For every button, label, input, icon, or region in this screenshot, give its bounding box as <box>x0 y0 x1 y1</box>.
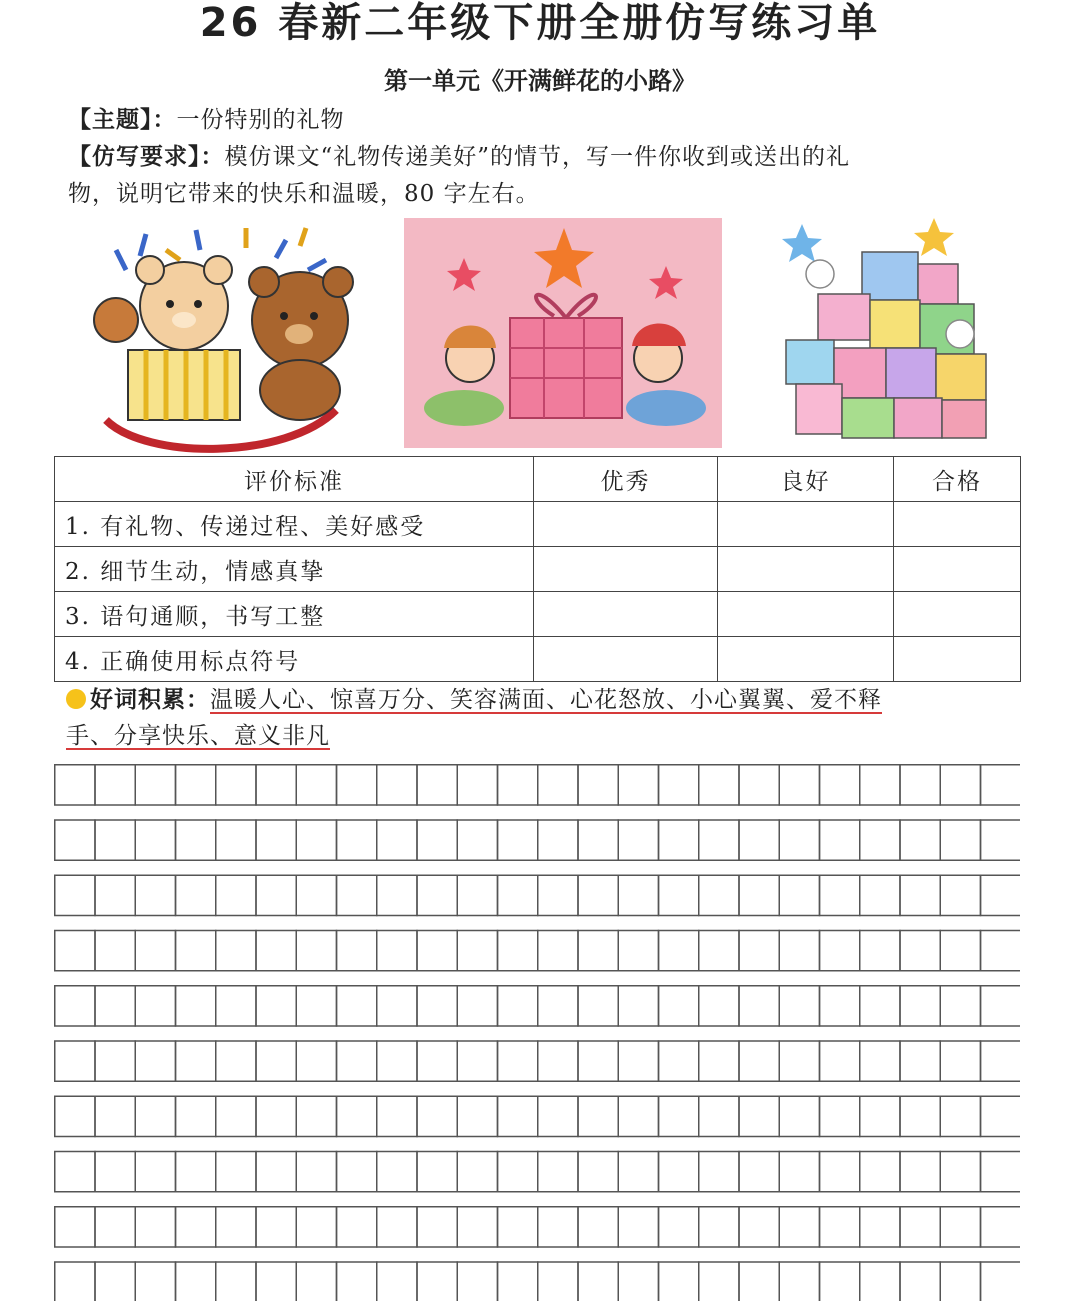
grid-cell[interactable] <box>779 820 819 860</box>
grid-cell[interactable] <box>659 1207 699 1247</box>
grid-cell[interactable] <box>618 765 658 805</box>
grid-cell[interactable] <box>256 875 296 915</box>
grid-cell[interactable] <box>900 1096 940 1136</box>
grid-cell[interactable] <box>699 1041 739 1081</box>
grid-cell[interactable] <box>498 1152 538 1192</box>
grid-cell[interactable] <box>176 1262 216 1301</box>
grid-cell[interactable] <box>216 1207 256 1247</box>
grid-cell[interactable] <box>699 1096 739 1136</box>
grid-cell[interactable] <box>216 931 256 971</box>
header-good: 良好 <box>718 457 894 502</box>
grid-cell[interactable] <box>820 765 860 805</box>
grid-cell[interactable] <box>135 820 175 860</box>
grid-cell[interactable] <box>55 1041 95 1081</box>
grid-cell[interactable] <box>618 1096 658 1136</box>
grid-cell[interactable] <box>417 1041 457 1081</box>
grid-cell[interactable] <box>296 1207 336 1247</box>
grid-cell[interactable] <box>538 1041 578 1081</box>
grid-cell[interactable] <box>337 931 377 971</box>
grid-cell[interactable] <box>860 765 900 805</box>
grid-cell[interactable] <box>417 1207 457 1247</box>
grid-cell[interactable] <box>95 820 135 860</box>
grid-cell[interactable] <box>699 820 739 860</box>
excellent-cell[interactable] <box>534 592 718 637</box>
grid-cell[interactable] <box>216 820 256 860</box>
grid-cell[interactable] <box>659 986 699 1026</box>
pass-cell[interactable] <box>894 592 1021 637</box>
grid-cell[interactable] <box>659 820 699 860</box>
grid-cell[interactable] <box>940 765 980 805</box>
pass-cell[interactable] <box>894 637 1021 682</box>
grid-cell[interactable] <box>659 875 699 915</box>
requirement-label: 【仿写要求】： <box>68 143 225 170</box>
grid-cell[interactable] <box>135 931 175 971</box>
grid-cell[interactable] <box>337 875 377 915</box>
grid-cell[interactable] <box>900 820 940 860</box>
gifts-pile-illustration <box>772 214 1002 448</box>
grid-cell[interactable] <box>618 820 658 860</box>
grid-cell[interactable] <box>296 986 336 1026</box>
evaluation-table <box>54 456 1021 682</box>
grid-cell[interactable] <box>981 765 1021 805</box>
grid-cell[interactable] <box>900 931 940 971</box>
grid-cell[interactable] <box>538 986 578 1026</box>
grid-cell[interactable] <box>659 1152 699 1192</box>
grid-cell[interactable] <box>981 986 1021 1026</box>
grid-cell[interactable] <box>981 820 1021 860</box>
grid-cell[interactable] <box>135 986 175 1026</box>
grid-cell[interactable] <box>739 986 779 1026</box>
grid-cell[interactable] <box>538 931 578 971</box>
grid-cell[interactable] <box>256 986 296 1026</box>
grid-cell[interactable] <box>337 1262 377 1301</box>
grid-cell[interactable] <box>216 986 256 1026</box>
grid-cell[interactable] <box>256 1207 296 1247</box>
grid-cell[interactable] <box>55 765 95 805</box>
grid-cell[interactable] <box>417 986 457 1026</box>
grid-cell[interactable] <box>55 931 95 971</box>
illustration-row <box>0 214 1080 454</box>
grid-cell[interactable] <box>739 820 779 860</box>
grid-cell[interactable] <box>659 765 699 805</box>
grid-cell[interactable] <box>296 875 336 915</box>
grid-cell[interactable] <box>457 931 497 971</box>
grid-cell[interactable] <box>498 931 538 971</box>
grid-cell[interactable] <box>256 1096 296 1136</box>
grid-cell[interactable] <box>699 931 739 971</box>
grid-cell[interactable] <box>699 1207 739 1247</box>
grid-cell[interactable] <box>337 1096 377 1136</box>
requirement-line-2 <box>68 176 540 212</box>
grid-cell[interactable] <box>337 1152 377 1192</box>
grid-cell[interactable] <box>176 820 216 860</box>
grid-cell[interactable] <box>618 986 658 1026</box>
grid-cell[interactable] <box>860 986 900 1026</box>
grid-cell[interactable] <box>940 875 980 915</box>
grid-cell[interactable] <box>820 986 860 1026</box>
grid-cell[interactable] <box>578 1262 618 1301</box>
grid-cell[interactable] <box>337 820 377 860</box>
grid-cell[interactable] <box>618 875 658 915</box>
grid-cell[interactable] <box>417 1152 457 1192</box>
grid-cell[interactable] <box>739 875 779 915</box>
grid-cell[interactable] <box>860 1262 900 1301</box>
grid-cell[interactable] <box>578 986 618 1026</box>
grid-cell[interactable] <box>417 820 457 860</box>
grid-cell[interactable] <box>377 1262 417 1301</box>
grid-cell[interactable] <box>95 986 135 1026</box>
grid-cell[interactable] <box>337 765 377 805</box>
evaluation-row <box>55 637 1021 682</box>
evaluation-row <box>55 547 1021 592</box>
grid-cell[interactable] <box>578 1096 618 1136</box>
grid-cell[interactable] <box>860 820 900 860</box>
grid-cell[interactable] <box>256 1152 296 1192</box>
grid-cell[interactable] <box>618 931 658 971</box>
grid-cell[interactable] <box>498 1096 538 1136</box>
requirement-text-1: 模仿课文“礼物传递美好”的情节，写一件你收到或送出的礼 <box>224 144 851 170</box>
grid-cell[interactable] <box>417 1262 457 1301</box>
grid-cell[interactable] <box>216 1152 256 1192</box>
grid-cell[interactable] <box>739 1152 779 1192</box>
grid-cell[interactable] <box>498 1207 538 1247</box>
grid-cell[interactable] <box>135 1041 175 1081</box>
good-cell[interactable] <box>718 637 894 682</box>
grid-cell[interactable] <box>779 1041 819 1081</box>
grid-cell[interactable] <box>900 1152 940 1192</box>
grid-cell[interactable] <box>417 765 457 805</box>
grid-cell[interactable] <box>940 1152 980 1192</box>
grid-cell[interactable] <box>779 1152 819 1192</box>
grid-cell[interactable] <box>95 1262 135 1301</box>
grid-cell[interactable] <box>256 765 296 805</box>
grid-cell[interactable] <box>176 765 216 805</box>
grid-cell[interactable] <box>457 986 497 1026</box>
theme-line <box>68 102 345 138</box>
grid-cell[interactable] <box>176 1096 216 1136</box>
header-pass: 合格 <box>894 457 1021 502</box>
grid-cell[interactable] <box>820 1152 860 1192</box>
grid-cell[interactable] <box>256 1262 296 1301</box>
grid-cell[interactable] <box>820 1207 860 1247</box>
grid-cell[interactable] <box>296 1096 336 1136</box>
grid-cell[interactable] <box>55 820 95 860</box>
grid-cell[interactable] <box>981 1262 1021 1301</box>
writing-grid[interactable] <box>54 764 1020 1301</box>
grid-cell[interactable] <box>296 1262 336 1301</box>
grid-cell[interactable] <box>457 1262 497 1301</box>
evaluation-row <box>55 592 1021 637</box>
grid-cell[interactable] <box>981 1096 1021 1136</box>
grid-cell[interactable] <box>981 1152 1021 1192</box>
header-criteria: 评价标准 <box>55 457 534 502</box>
grid-cell[interactable] <box>337 986 377 1026</box>
grid-cell[interactable] <box>578 820 618 860</box>
grid-cell[interactable] <box>95 1207 135 1247</box>
grid-cell[interactable] <box>699 986 739 1026</box>
grid-cell[interactable] <box>779 1207 819 1247</box>
grid-cell[interactable] <box>860 875 900 915</box>
grid-cell[interactable] <box>498 986 538 1026</box>
grid-cell[interactable] <box>498 765 538 805</box>
pass-cell[interactable] <box>894 547 1021 592</box>
grid-cell[interactable] <box>95 931 135 971</box>
criteria-cell: 3. 语句通顺，书写工整 <box>55 592 534 637</box>
grid-cell[interactable] <box>538 1096 578 1136</box>
grid-cell[interactable] <box>578 1207 618 1247</box>
grid-cell[interactable] <box>55 1207 95 1247</box>
grid-cell[interactable] <box>820 875 860 915</box>
grid-cell[interactable] <box>176 1041 216 1081</box>
grid-cell[interactable] <box>578 765 618 805</box>
grid-cell[interactable] <box>256 931 296 971</box>
grid-cell[interactable] <box>820 1041 860 1081</box>
good-cell[interactable] <box>718 502 894 547</box>
grid-cell[interactable] <box>739 1262 779 1301</box>
grid-cell[interactable] <box>55 986 95 1026</box>
grid-cell[interactable] <box>820 820 860 860</box>
good-words-text-2: 手、分享快乐、意义非凡 <box>66 723 330 749</box>
grid-cell[interactable] <box>417 931 457 971</box>
grid-cell[interactable] <box>739 1041 779 1081</box>
grid-cell[interactable] <box>296 931 336 971</box>
grid-cell[interactable] <box>578 1152 618 1192</box>
grid-cell[interactable] <box>377 1207 417 1247</box>
grid-cell[interactable] <box>216 1096 256 1136</box>
grid-cell[interactable] <box>618 1207 658 1247</box>
grid-cell[interactable] <box>940 1041 980 1081</box>
grid-cell[interactable] <box>860 931 900 971</box>
grid-cell[interactable] <box>216 765 256 805</box>
grid-cell[interactable] <box>659 931 699 971</box>
grid-cell[interactable] <box>377 820 417 860</box>
grid-cell[interactable] <box>779 986 819 1026</box>
grid-cell[interactable] <box>739 765 779 805</box>
grid-cell[interactable] <box>538 820 578 860</box>
grid-cell[interactable] <box>940 820 980 860</box>
evaluation-header-row <box>55 457 1021 502</box>
good-words-section <box>66 682 1026 754</box>
criteria-cell: 2. 细节生动，情感真挚 <box>55 547 534 592</box>
grid-cell[interactable] <box>377 986 417 1026</box>
grid-cell[interactable] <box>95 765 135 805</box>
unit-subtitle: 第一单元《开满鲜花的小路》 <box>384 66 696 95</box>
grid-cell[interactable] <box>981 1207 1021 1247</box>
grid-cell[interactable] <box>256 1041 296 1081</box>
grid-cell[interactable] <box>498 1262 538 1301</box>
grid-cell[interactable] <box>377 1041 417 1081</box>
grid-cell[interactable] <box>900 1262 940 1301</box>
bears-gift-illustration <box>86 220 366 454</box>
grid-cell[interactable] <box>55 1096 95 1136</box>
grid-cell[interactable] <box>779 765 819 805</box>
grid-cell[interactable] <box>377 1096 417 1136</box>
grid-cell[interactable] <box>739 1096 779 1136</box>
grid-cell[interactable] <box>900 765 940 805</box>
grid-cell[interactable] <box>820 931 860 971</box>
good-cell[interactable] <box>718 547 894 592</box>
requirement-line-1 <box>68 139 850 175</box>
grid-cell[interactable] <box>296 820 336 860</box>
grid-cell[interactable] <box>176 986 216 1026</box>
good-words-line-2 <box>66 718 1026 754</box>
grid-cell[interactable] <box>95 875 135 915</box>
grid-cell[interactable] <box>135 1207 175 1247</box>
excellent-cell[interactable] <box>534 637 718 682</box>
grid-cell[interactable] <box>498 875 538 915</box>
grid-cell[interactable] <box>538 875 578 915</box>
grid-cell[interactable] <box>699 875 739 915</box>
grid-cell[interactable] <box>618 1262 658 1301</box>
grid-cell[interactable] <box>659 1096 699 1136</box>
grid-cell[interactable] <box>538 1262 578 1301</box>
grid-cell[interactable] <box>176 931 216 971</box>
grid-cell[interactable] <box>940 931 980 971</box>
grid-cell[interactable] <box>779 931 819 971</box>
page-title: 26 春新二年级下册全册仿写练习单 <box>199 0 881 46</box>
grid-cell[interactable] <box>135 1262 175 1301</box>
grid-cell[interactable] <box>860 1152 900 1192</box>
excellent-cell[interactable] <box>534 502 718 547</box>
grid-cell[interactable] <box>860 1096 900 1136</box>
grid-cell[interactable] <box>135 1152 175 1192</box>
grid-cell[interactable] <box>618 1152 658 1192</box>
grid-cell[interactable] <box>216 875 256 915</box>
good-cell[interactable] <box>718 592 894 637</box>
grid-cell[interactable] <box>135 765 175 805</box>
grid-cell[interactable] <box>296 765 336 805</box>
grid-cell[interactable] <box>256 820 296 860</box>
criteria-cell: 1. 有礼物、传递过程、美好感受 <box>55 502 534 547</box>
grid-cell[interactable] <box>578 1041 618 1081</box>
grid-cell[interactable] <box>900 875 940 915</box>
grid-cell[interactable] <box>940 1096 980 1136</box>
children-gift-illustration <box>404 218 722 448</box>
grid-cell[interactable] <box>578 875 618 915</box>
grid-cell[interactable] <box>457 820 497 860</box>
grid-cell[interactable] <box>417 1096 457 1136</box>
grid-cell[interactable] <box>135 875 175 915</box>
grid-cell[interactable] <box>699 765 739 805</box>
grid-cell[interactable] <box>659 1262 699 1301</box>
grid-cell[interactable] <box>95 1096 135 1136</box>
grid-cell[interactable] <box>900 986 940 1026</box>
grid-cell[interactable] <box>699 1262 739 1301</box>
grid-cell[interactable] <box>498 1041 538 1081</box>
grid-cell[interactable] <box>820 1096 860 1136</box>
grid-cell[interactable] <box>296 1041 336 1081</box>
grid-cell[interactable] <box>296 1152 336 1192</box>
grid-cell[interactable] <box>377 931 417 971</box>
grid-cell[interactable] <box>498 820 538 860</box>
grid-cell[interactable] <box>739 1207 779 1247</box>
good-words-line-1 <box>66 682 1026 718</box>
grid-cell[interactable] <box>900 1207 940 1247</box>
grid-cell[interactable] <box>739 931 779 971</box>
grid-cell[interactable] <box>457 1207 497 1247</box>
grid-cell[interactable] <box>779 875 819 915</box>
grid-cell[interactable] <box>940 1207 980 1247</box>
grid-cell[interactable] <box>900 1041 940 1081</box>
header-excellent: 优秀 <box>534 457 718 502</box>
bullet-dot-icon <box>66 689 86 709</box>
grid-cell[interactable] <box>860 1207 900 1247</box>
grid-cell[interactable] <box>981 875 1021 915</box>
grid-cell[interactable] <box>55 1262 95 1301</box>
grid-cell[interactable] <box>457 1096 497 1136</box>
grid-cell[interactable] <box>940 1262 980 1301</box>
grid-cell[interactable] <box>55 1152 95 1192</box>
grid-cell[interactable] <box>337 1207 377 1247</box>
grid-cell[interactable] <box>377 875 417 915</box>
grid-cell[interactable] <box>860 1041 900 1081</box>
grid-cell[interactable] <box>176 875 216 915</box>
grid-cell[interactable] <box>538 1207 578 1247</box>
criteria-cell: 4. 正确使用标点符号 <box>55 637 534 682</box>
requirement-text-2: 物，说明它带来的快乐和温暖，80 字左右。 <box>68 181 540 207</box>
grid-cell[interactable] <box>779 1096 819 1136</box>
grid-cell[interactable] <box>699 1152 739 1192</box>
grid-cell[interactable] <box>417 875 457 915</box>
grid-cell[interactable] <box>176 1207 216 1247</box>
grid-cell[interactable] <box>457 1152 497 1192</box>
grid-cell[interactable] <box>135 1096 175 1136</box>
evaluation-row <box>55 502 1021 547</box>
grid-cell[interactable] <box>578 931 618 971</box>
good-words-label: 好词积累： <box>90 686 210 713</box>
grid-cell[interactable] <box>457 765 497 805</box>
pass-cell[interactable] <box>894 502 1021 547</box>
grid-cell[interactable] <box>779 1262 819 1301</box>
grid-cell[interactable] <box>377 765 417 805</box>
theme-label: 【主题】： <box>68 106 177 133</box>
theme-text: 一份特别的礼物 <box>176 107 345 133</box>
grid-cell[interactable] <box>216 1262 256 1301</box>
excellent-cell[interactable] <box>534 547 718 592</box>
grid-cell[interactable] <box>981 1041 1021 1081</box>
grid-cell[interactable] <box>538 765 578 805</box>
grid-cell[interactable] <box>940 986 980 1026</box>
grid-cell[interactable] <box>216 1041 256 1081</box>
good-words-text-1: 温暖人心、惊喜万分、笑容满面、心花怒放、小心翼翼、爱不释 <box>210 687 882 713</box>
grid-cell[interactable] <box>176 1152 216 1192</box>
grid-cell[interactable] <box>981 931 1021 971</box>
grid-cell[interactable] <box>95 1041 135 1081</box>
grid-cell[interactable] <box>618 1041 658 1081</box>
grid-cell[interactable] <box>820 1262 860 1301</box>
grid-cell[interactable] <box>659 1041 699 1081</box>
grid-cell[interactable] <box>337 1041 377 1081</box>
grid-cell[interactable] <box>457 1041 497 1081</box>
grid-cell[interactable] <box>95 1152 135 1192</box>
grid-cell[interactable] <box>377 1152 417 1192</box>
grid-cell[interactable] <box>457 875 497 915</box>
grid-cell[interactable] <box>55 875 95 915</box>
grid-cell[interactable] <box>538 1152 578 1192</box>
